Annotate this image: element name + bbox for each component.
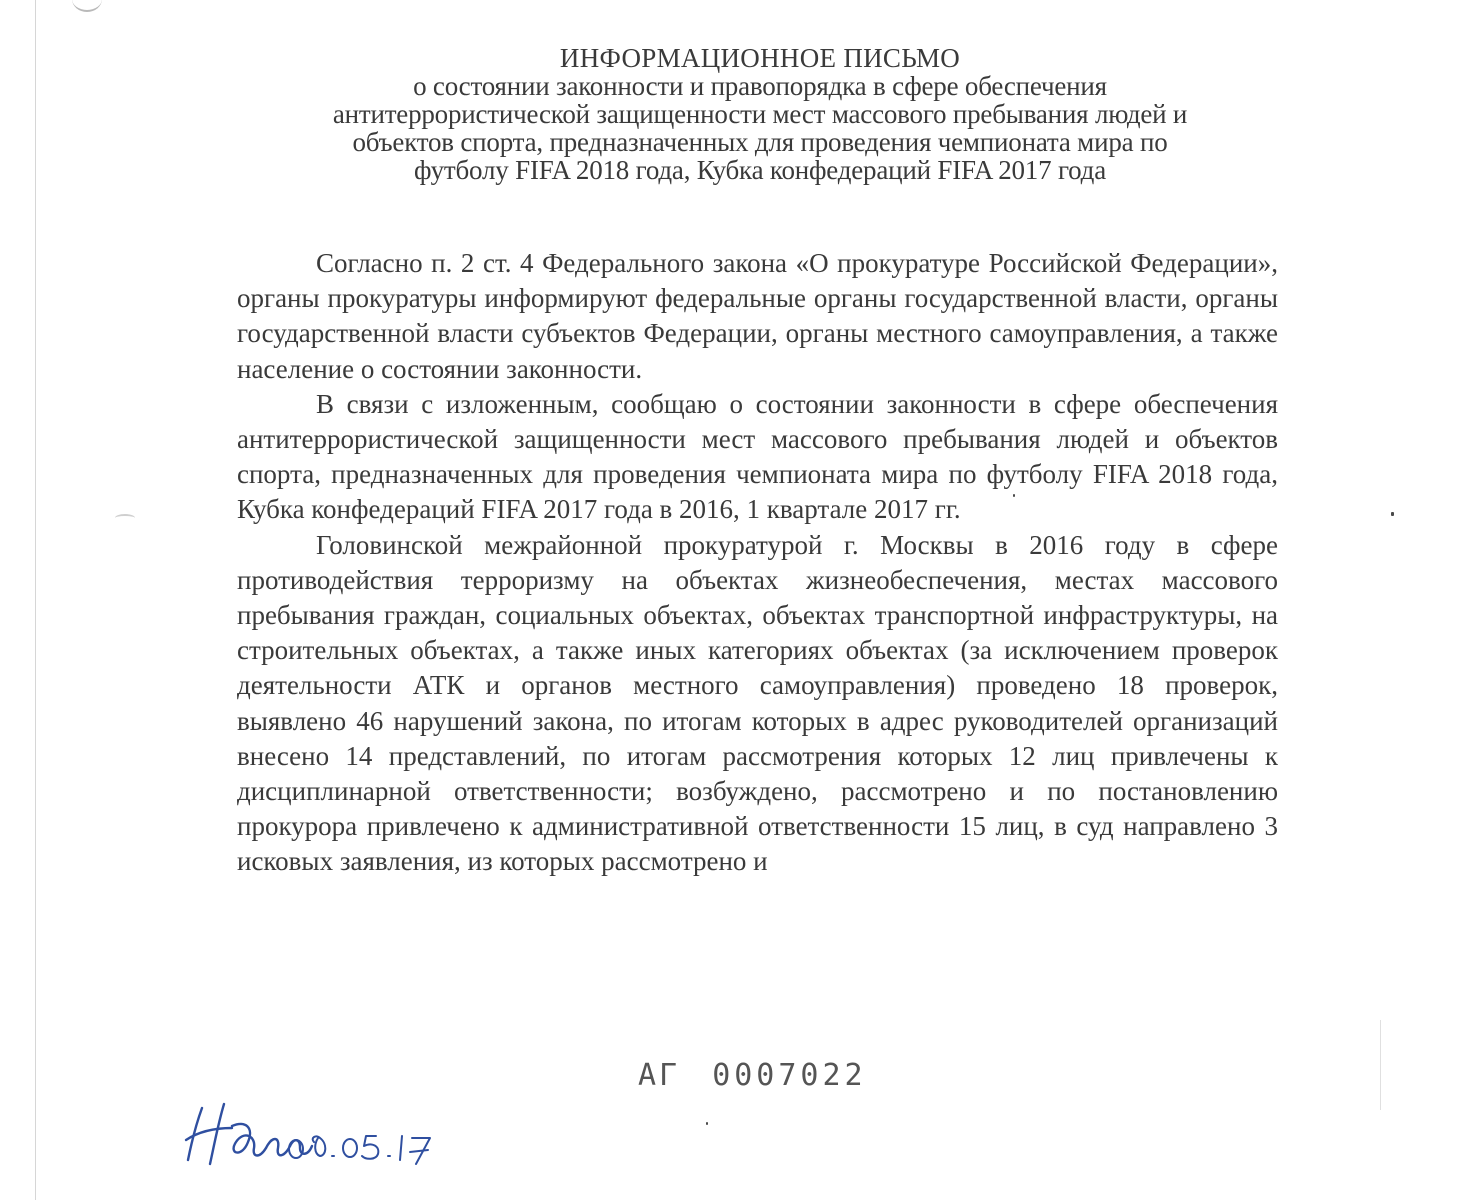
document-header xyxy=(200,44,1320,184)
document-title: ИНФОРМАЦИОННОЕ ПИСЬМО xyxy=(559,43,961,73)
document-subtitle-line: объектов спорта, предназначенных для проведения чемпионата мира по xyxy=(352,127,1168,157)
document-subtitle-line: футболу FIFA 2018 года, Кубка конфедераций FIFA 2017 года xyxy=(414,155,1106,185)
serial-series: АГ xyxy=(638,1058,681,1093)
body-paragraph: В связи с изложенным, сообщаю о состоянии законности в сфере обеспечения антитеррористической защищенности мест массового пребывания людей и объектов спорта, предназначенных для проведения чемпионата мира по футболу FIFA 2018 года, Кубка конфедераций FIFA 2017 года в 2016, 1 квартале 2017 гг. xyxy=(237,388,1278,525)
handwritten-note xyxy=(180,1098,450,1178)
page-left-edge-line xyxy=(35,0,36,1200)
document-body xyxy=(237,246,1278,880)
body-paragraph: Согласно п. 2 ст. 4 Федерального закона «О прокуратуре Российской Федерации», органы прокуратуры информируют федеральные органы государственной власти, органы государственной власти субъектов Федерации, органы местного самоуправления, а также население о состоянии законности. xyxy=(237,248,1278,384)
scan-speck xyxy=(706,1122,708,1125)
document-subtitle-line: антитеррористической защищенности мест массового пребывания людей и xyxy=(332,99,1188,129)
document-subtitle-line: о состоянии законности и правопорядка в сфере обеспечения xyxy=(413,71,1107,101)
body-paragraph: Головинской межрайонной прокуратурой г. Москвы в 2016 году в сфере противодействия терроризму на объектах жизнеобеспечения, местах массового пребывания граждан, социальных объектах, объектах транспортной инфраструктуры, на строительных объектах, а также иных категориях объектах (за исключением проверок деятельности АТК и органов местного самоуправления) проведено 18 проверок, выявлено 46 нарушений закона, по итогам которых в адрес руководителей организаций внесено 14 представлений, по итогам рассмотрения которых 12 лиц привлечены к дисциплинарной ответственности; возбуждено, рассмотрено и по постановлению прокурора привлечено к административной ответственности 15 лиц, в суд направлено 3 исковых заявления, из которых рассмотрено и xyxy=(237,529,1278,877)
scan-speck xyxy=(1391,512,1394,516)
scan-corner-mark xyxy=(72,0,102,12)
blank-serial-number xyxy=(638,1058,867,1093)
scan-side-mark xyxy=(115,514,135,522)
scan-right-edge-line xyxy=(1380,1020,1381,1110)
serial-number: 0007022 xyxy=(712,1058,867,1093)
